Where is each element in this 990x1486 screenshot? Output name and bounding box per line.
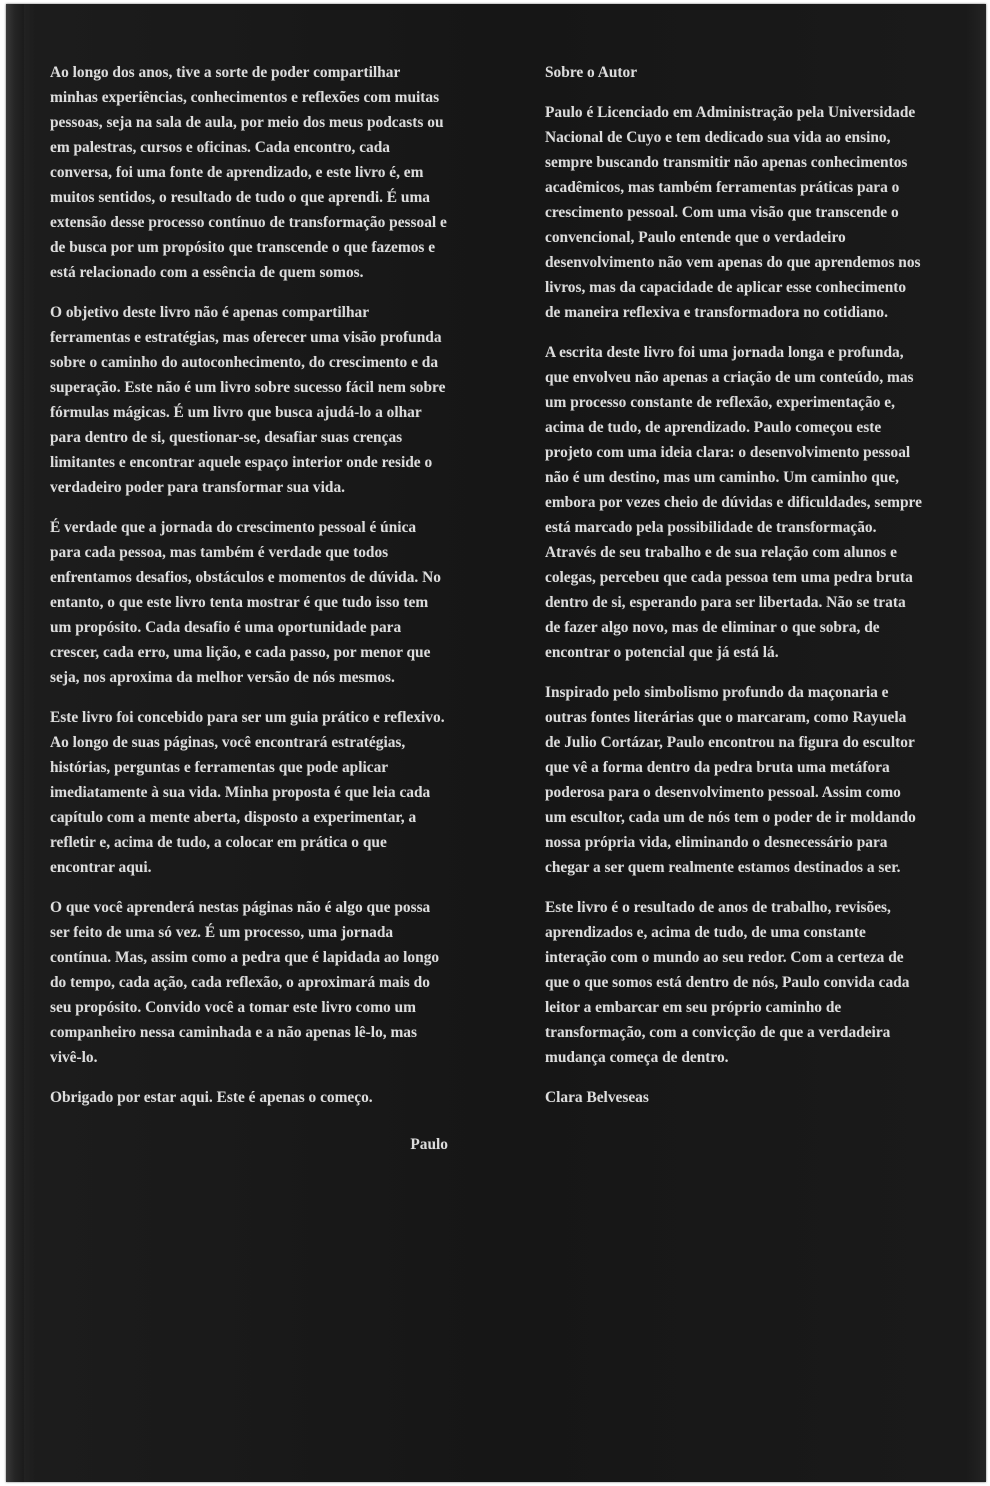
left-paragraph-5: O que você aprenderá nestas páginas não é algo que possa ser feito de uma só vez. É um processo, uma jornada contínua. Mas, assim como a pedra que é lapidada ao longo do tempo, cada ação, cada reflexão, o aproximará mais do seu propósito. Convido você a tomar este livro como um companheiro nessa caminhada e a não apenas lê-lo, mas vivê-lo. — [50, 899, 440, 1066]
left-signature: Paulo — [410, 1136, 448, 1153]
right-paragraph-1: Paulo é Licenciado em Administração pela Universidade Nacional de Cuyo e tem dedicado sua vida ao ensino, sempre buscando transmitir não apenas conhecimentos acadêmicos, mas também ferramentas práticas para o crescimento pessoal. Com uma visão que transcende o convencional, Paulo entende que o verdadeiro desenvolvimento não vem apenas do que aprendemos nos livros, mas da capacidade de aplicar esse conhecimento de maneira reflexiva e transformadora no cotidiano. — [545, 104, 921, 321]
about-author-heading: Sobre o Autor — [545, 64, 638, 81]
left-paragraph-4: Este livro foi concebido para ser um guia prático e reflexivo. Ao longo de suas páginas, você encontrará estratégias, histórias, perguntas e ferramentas que pode aplicar imediatamente à sua vida. Minha proposta é que leia cada capítulo com a mente aberta, disposto a experimentar, a refletir e, acima de tudo, a colocar em prática o que encontrar aqui. — [50, 709, 445, 876]
left-column — [50, 60, 448, 1172]
book-spine — [6, 4, 24, 1482]
book-cover — [6, 4, 986, 1482]
left-paragraph-6: Obrigado por estar aqui. Este é apenas o começo. — [50, 1089, 373, 1106]
right-paragraph-2: A escrita deste livro foi uma jornada longa e profunda, que envolveu não apenas a criação de um conteúdo, mas um processo constante de reflexão, experimentação e, acima de tudo, de aprendizado. Paulo começou este projeto com uma ideia clara: o desenvolvimento pessoal não é um destino, mas um caminho. Um caminho que, embora por vezes cheio de dúvidas e dificuldades, sempre está marcado pela possibilidade de transformação. Através de seu trabalho e de sua relação com alunos e colegas, percebeu que cada pessoa tem uma pedra bruta dentro de si, esperando para ser libertada. Não se trata de fazer algo novo, mas de eliminar o que sobra, de encontrar o potencial que já está lá. — [545, 344, 922, 661]
left-paragraph-1: Ao longo dos anos, tive a sorte de poder compartilhar minhas experiências, conhecimentos e reflexões com muitas pessoas, seja na sala de aula, por meio dos meus podcasts ou em palestras, cursos e oficinas. Cada encontro, cada conversa, foi uma fonte de aprendizado, e este livro é, em muitos sentidos, o resultado de tudo o que aprendi. É uma extensão desse processo contínuo de transformação pessoal e de busca por um propósito que transcende o que fazemos e está relacionado com a essência de quem somos. — [50, 64, 447, 281]
right-paragraph-4: Este livro é o resultado de anos de trabalho, revisões, aprendizados e, acima de tudo, de uma constante interação com o mundo ao seu redor. Com a certeza de que o que somos está dentro de nós, Paulo convida cada leitor a embarcar em seu próprio caminho de transformação, com a convicção de que a verdadeira mudança começa de dentro. — [545, 899, 910, 1066]
right-column — [545, 60, 923, 1125]
right-signature: Clara Belveseas — [545, 1089, 649, 1106]
left-paragraph-3: É verdade que a jornada do crescimento pessoal é única para cada pessoa, mas também é verdade que todos enfrentamos desafios, obstáculos e momentos de dúvida. No entanto, o que este livro tenta mostrar é que tudo isso tem um propósito. Cada desafio é uma oportunidade para crescer, cada erro, uma lição, e cada passo, por menor que seja, nos aproxima da melhor versão de nós mesmos. — [50, 519, 441, 686]
left-paragraph-2: O objetivo deste livro não é apenas compartilhar ferramentas e estratégias, mas oferecer uma visão profunda sobre o caminho do autoconhecimento, do crescimento e da superação. Este não é um livro sobre sucesso fácil nem sobre fórmulas mágicas. É um livro que busca ajudá-lo a olhar para dentro de si, questionar-se, desafiar suas crenças limitantes e encontrar aquele espaço interior onde reside o verdadeiro poder para transformar sua vida. — [50, 304, 446, 496]
right-paragraph-3: Inspirado pelo simbolismo profundo da maçonaria e outras fontes literárias que o marcaram, como Rayuela de Julio Cortázar, Paulo encontrou na figura do escultor que vê a forma dentro da pedra bruta uma metáfora poderosa para o desenvolvimento pessoal. Assim como um escultor, cada um de nós tem o poder de ir moldando nossa própria vida, eliminando o desnecessário para chegar a ser quem realmente estamos destinados a ser. — [545, 684, 916, 876]
